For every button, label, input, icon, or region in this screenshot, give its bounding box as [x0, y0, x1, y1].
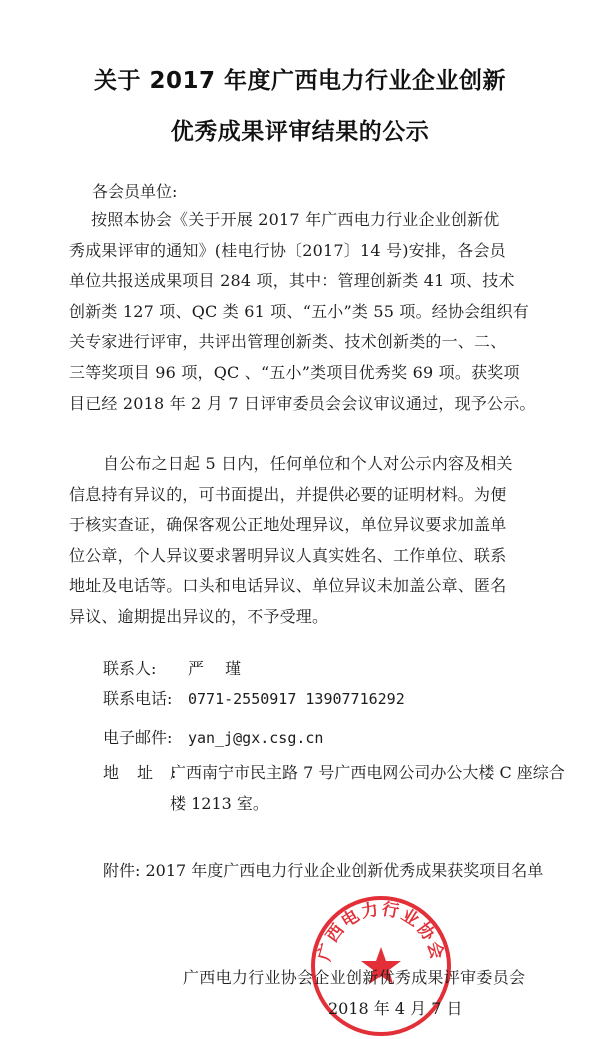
paragraph-line: 信息持有异议的，可书面提出，并提供必要的证明材料。为便 [69, 484, 507, 504]
attachment-note: 附件: 2017 年度广西电力行业企业创新优秀成果获奖项目名单 [103, 861, 544, 880]
seal-text-path: 广西电力行业协会 [314, 899, 448, 964]
salutation: 各会员单位: [92, 182, 178, 201]
paragraph-line: 目已经 2018 年 2 月 7 日评审委员会会议审议通过，现予公示。 [69, 393, 536, 413]
contact-name-label: 联系人: [103, 659, 157, 678]
paragraph-line: 按照本协会《关于开展 2017 年广西电力行业企业创新优 [91, 210, 500, 229]
paragraph-line: 异议、逾期提出异议的，不予受理。 [69, 606, 329, 626]
paragraph-announcement [69, 205, 551, 419]
page-title-line-1: 关于 2017 年度广西电力行业企业创新 [93, 68, 507, 94]
contact-email-label: 电子邮件: [103, 728, 173, 747]
contact-address-label: 地址: [103, 763, 195, 782]
contact-address-line-2: 楼 1213 室。 [170, 794, 269, 813]
paragraph-line: 秀成果评审的通知》(桂电行协〔2017〕14 号)安排，各会员 [69, 240, 506, 260]
signing-date: 2018 年 4 月 7 日 [328, 999, 463, 1018]
paragraph-line: 关专家进行评审，共评出管理创新类、技术创新类的一、二、 [69, 332, 507, 352]
paragraph-line: 创新类 127 项、QC 类 61 项、“五小”类 55 项。经协会组织有 [69, 301, 529, 321]
paragraph-objection-rules [69, 449, 551, 633]
contact-name-value: 严 瑾 [188, 659, 250, 678]
paragraph-line: 单位共报送成果项目 284 项，其中：管理创新类 41 项、技术 [69, 271, 515, 291]
signing-organization: 广西电力行业协会企业创新优秀成果评审委员会 [183, 968, 526, 987]
paragraph-line: 地址及电话等。口头和电话异议、单位异议未加盖公章、匿名 [69, 576, 507, 596]
paragraph-line: 三等奖项目 96 项，QC 、“五小”类项目优秀奖 69 项。获奖项 [69, 362, 520, 382]
contact-phone-label: 联系电话: [103, 689, 173, 708]
page-title-line-2: 优秀成果评审结果的公示 [170, 119, 430, 145]
paragraph-line: 于核实查证，确保客观公正地处理异议，单位异议要求加盖单 [69, 515, 507, 535]
paragraph-line: 自公布之日起 5 日内，任何单位和个人对公示内容及相关 [103, 454, 513, 473]
contact-email-value: yan_j@gx.csg.cn [188, 729, 324, 747]
paragraph-line: 位公章，个人异议要求署明异议人真实姓名、工作单位、联系 [69, 545, 507, 565]
contact-address-line-1: 广西南宁市民主路 7 号广西电网公司办公大楼 C 座综合 [170, 763, 565, 782]
contact-phone-value: 0771-2550917 13907716292 [188, 690, 405, 708]
